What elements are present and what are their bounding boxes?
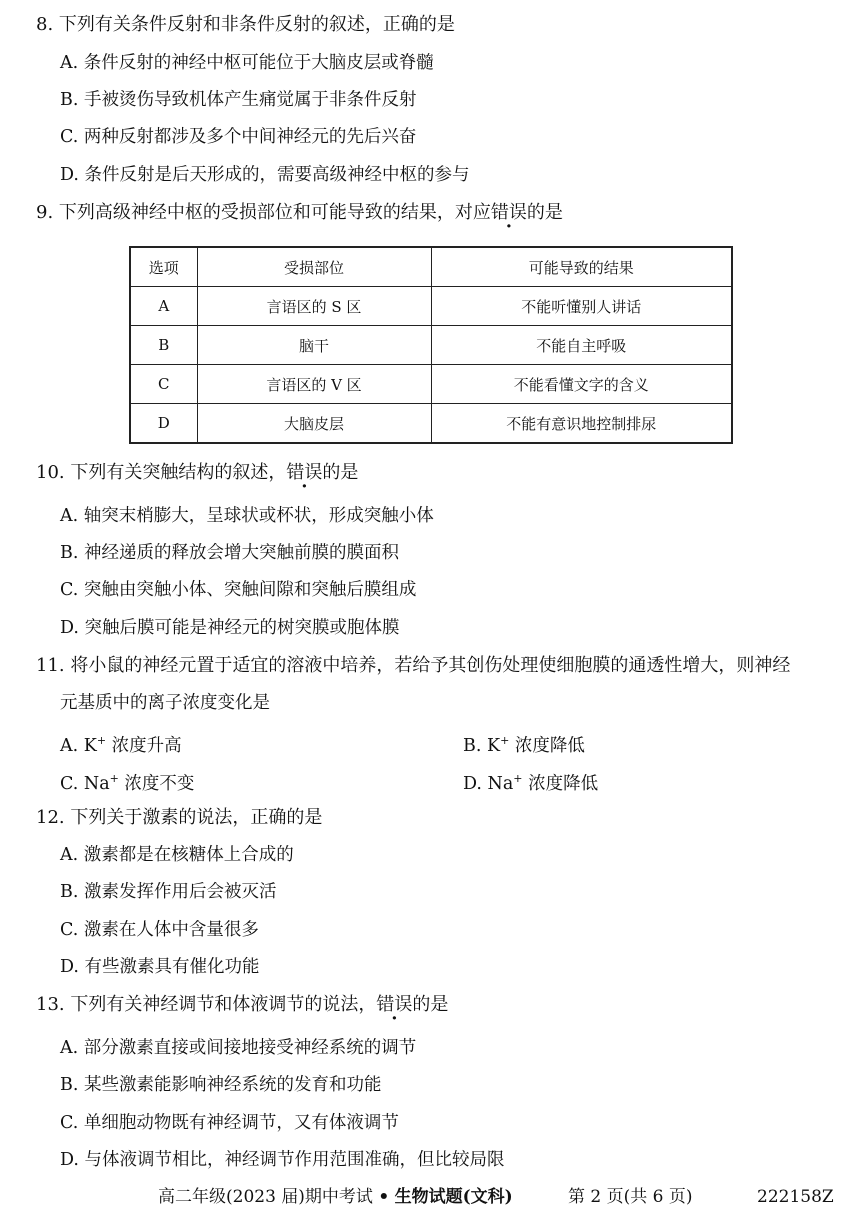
table-header-row xyxy=(130,247,732,287)
footer-page-number: 第 2 页(共 6 页) xyxy=(568,1187,693,1207)
table-cell: A xyxy=(130,287,197,326)
footer-code: 222158Z xyxy=(757,1187,834,1207)
question-11-option-d: D. Na+ 浓度降低 xyxy=(463,772,599,794)
question-9-table xyxy=(129,246,733,444)
question-12-option-b: B. 激素发挥作用后会被灭活 xyxy=(60,882,277,902)
table-row xyxy=(130,326,732,365)
question-9-stem-start: 9. 下列高级神经中枢的受损部位和可能导致的结果，对应 xyxy=(36,202,491,223)
table-cell: 脑干 xyxy=(197,326,431,365)
question-13-stem-end: 的是 xyxy=(412,994,449,1015)
question-8-option-c: C. 两种反射都涉及多个中间神经元的先后兴奋 xyxy=(60,127,417,147)
question-8-stem: 8. 下列有关条件反射和非条件反射的叙述，正确的是 xyxy=(36,14,455,35)
table-cell: 不能听懂别人讲话 xyxy=(431,287,732,326)
question-10-emphasis: 错误 xyxy=(286,462,323,483)
table-cell: 不能自主呼吸 xyxy=(431,326,732,365)
table-row xyxy=(130,404,732,444)
question-11-stem-line-1: 11. 将小鼠的神经元置于适宜的溶液中培养，若给予其创伤处理使细胞膜的通透性增大，则神经 xyxy=(36,655,791,676)
question-12-option-d: D. 有些激素具有催化功能 xyxy=(60,957,260,977)
question-13-option-d: D. 与体液调节相比，神经调节作用范围准确，但比较局限 xyxy=(60,1150,505,1170)
question-10-option-a: A. 轴突末梢膨大，呈球状或杯状，形成突触小体 xyxy=(60,506,434,526)
question-9-emphasis: 错误 xyxy=(490,202,527,223)
question-13-stem xyxy=(36,993,448,1017)
question-13-option-b: B. 某些激素能影响神经系统的发育和功能 xyxy=(60,1075,382,1095)
table-header-option: 选项 xyxy=(130,247,197,287)
footer-exam: 高二年级(2023 届)期中考试 xyxy=(158,1187,373,1207)
question-8-option-a: A. 条件反射的神经中枢可能位于大脑皮层或脊髓 xyxy=(60,53,434,73)
question-11-option-b: B. K+ 浓度降低 xyxy=(463,734,585,756)
question-13-option-c: C. 单细胞动物既有神经调节，又有体液调节 xyxy=(60,1113,399,1133)
question-13-stem-start: 13. 下列有关神经调节和体液调节的说法， xyxy=(36,994,377,1015)
question-13-emphasis: 错误 xyxy=(376,994,413,1015)
table-cell: 不能看懂文字的含义 xyxy=(431,365,732,404)
table-cell: C xyxy=(130,365,197,404)
question-10-stem xyxy=(36,461,358,485)
table-cell: B xyxy=(130,326,197,365)
question-10-stem-start: 10. 下列有关突触结构的叙述， xyxy=(36,462,287,483)
question-12-option-c: C. 激素在人体中含量很多 xyxy=(60,920,259,940)
question-10-option-c: C. 突触由突触小体、突触间隙和突触后膜组成 xyxy=(60,580,417,600)
footer-subject: 生物试题(文科) xyxy=(394,1187,513,1207)
table-cell: 不能有意识地控制排尿 xyxy=(431,404,732,444)
table-cell: D xyxy=(130,404,197,444)
footer-dot: • xyxy=(378,1187,390,1207)
question-8-option-b: B. 手被烫伤导致机体产生痛觉属于非条件反射 xyxy=(60,90,417,110)
table-header-site: 受损部位 xyxy=(197,247,431,287)
question-11-option-c: C. Na+ 浓度不变 xyxy=(60,772,195,794)
footer-exam-title xyxy=(158,1186,513,1208)
table-row xyxy=(130,365,732,404)
question-11-stem-line-2: 元基质中的离子浓度变化是 xyxy=(60,693,270,713)
question-9-stem-end: 的是 xyxy=(526,202,563,223)
question-11-option-a: A. K+ 浓度升高 xyxy=(60,734,182,756)
question-13-option-a: A. 部分激素直接或间接地接受神经系统的调节 xyxy=(60,1038,417,1058)
question-12-option-a: A. 激素都是在核糖体上合成的 xyxy=(60,845,294,865)
question-12-stem: 12. 下列关于激素的说法，正确的是 xyxy=(36,807,323,828)
question-8-option-d: D. 条件反射是后天形成的，需要高级神经中枢的参与 xyxy=(60,165,470,185)
question-10-stem-end: 的是 xyxy=(322,462,359,483)
question-10-option-d: D. 突触后膜可能是神经元的树突膜或胞体膜 xyxy=(60,618,400,638)
question-10-option-b: B. 神经递质的释放会增大突触前膜的膜面积 xyxy=(60,543,399,563)
question-9-stem xyxy=(36,201,563,225)
table-row xyxy=(130,287,732,326)
table-cell: 大脑皮层 xyxy=(197,404,431,444)
table-header-result: 可能导致的结果 xyxy=(431,247,732,287)
table-cell: 言语区的 V 区 xyxy=(197,365,431,404)
table-cell: 言语区的 S 区 xyxy=(197,287,431,326)
